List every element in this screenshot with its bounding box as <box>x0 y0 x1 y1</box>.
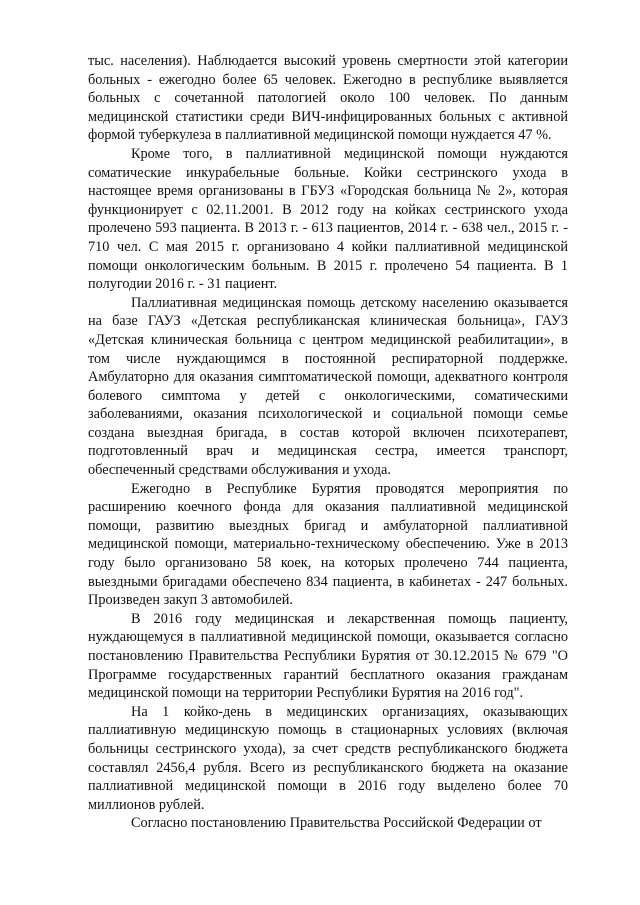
document-page <box>88 52 568 833</box>
paragraph-federal-resolution: Согласно постановлению Правительства Российской Федерации от <box>131 815 542 832</box>
paragraph-annual-measures: Ежегодно в Республике Бурятия проводятся мероприятия по расширению коечного фонда для оказания паллиативной медицинской помощи, развитию выездных бригад и амбулаторной паллиативной медицинской помощи, материально-техническому обеспечению. Уже в 2013 году было организовано 58 коек, на которых пролечено 744 пациента, выездными бригадами обеспечено 834 пациента, в кабинетах - 247 больных. Произведен закуп 3 автомобилей. <box>88 480 568 609</box>
paragraph-pediatric-palliative-care: Паллиативная медицинская помощь детскому населению оказывается на базе ГАУЗ «Детская республиканская клиническая больница», ГАУЗ «Детская клиническая больница с центром медицинской реабилитации», в том числе нуждающимся в постоянной респираторной поддержке. Амбулаторно для оказания симптоматической помощи, адекватного контроля болевого симптома у детей с онкологическими, соматическими заболеваниями, оказания психологической и социальной помощи семье создана выездная бригада, в состав которой включен психотерапевт, подготовленный врач и медицинская сестра, имеется транспорт, обеспеченный средствами обслуживания и ухода. <box>88 294 568 479</box>
paragraph-nursing-care-beds: Кроме того, в паллиативной медицинской помощи нуждаются соматические инкурабельные больные. Койки сестринского ухода в настоящее время организованы в ГБУЗ «Городская больница № 2», которая функционирует с 02.11.2001. В 2012 году на койках сестринского ухода пролечено 593 пациента. В 2013 г. - 613 пациентов, 2014 г. - 638 чел., 2015 г. - 710 чел. С мая 2015 г. организовано 4 койки паллиативной медицинской помощи онкологическим больным. В 2015 г. пролечено 54 пациента. В 1 полугодии 2016 г. - 31 пациент. <box>88 145 568 293</box>
paragraph-2016-government-resolution: В 2016 году медицинская и лекарственная помощь пациенту, нуждающемуся в паллиативной медицинской помощи, оказывается согласно постановлению Правительства Республики Бурятия от 30.12.2015 № 679 "О Программе государственных гарантий бесплатного оказания гражданам медицинской помощи на территории Республики Бурятия на 2016 год". <box>88 610 568 702</box>
paragraph-hiv-tb-statistics: тыс. населения). Наблюдается высокий уровень смертности этой категории больных - ежегодно более 65 человек. Ежегодно в республике выявляется больных с сочетанной патологией около 100 человек. По данным медицинской статистики среди ВИЧ-инфицированных больных с активной формой туберкулеза в паллиативной медицинской помощи нуждается 47 %. <box>88 53 568 144</box>
paragraph-bed-day-funding: На 1 койко-день в медицинских организациях, оказывающих паллиативную медицинскую помощь в стационарных условиях (включая больницы сестринского ухода), за счет средств республиканского бюджета составлял 2456,4 рубля. Всего из республиканского бюджета на оказание паллиативной медицинской помощи в 2016 году выделено более 70 миллионов рублей. <box>88 703 568 813</box>
